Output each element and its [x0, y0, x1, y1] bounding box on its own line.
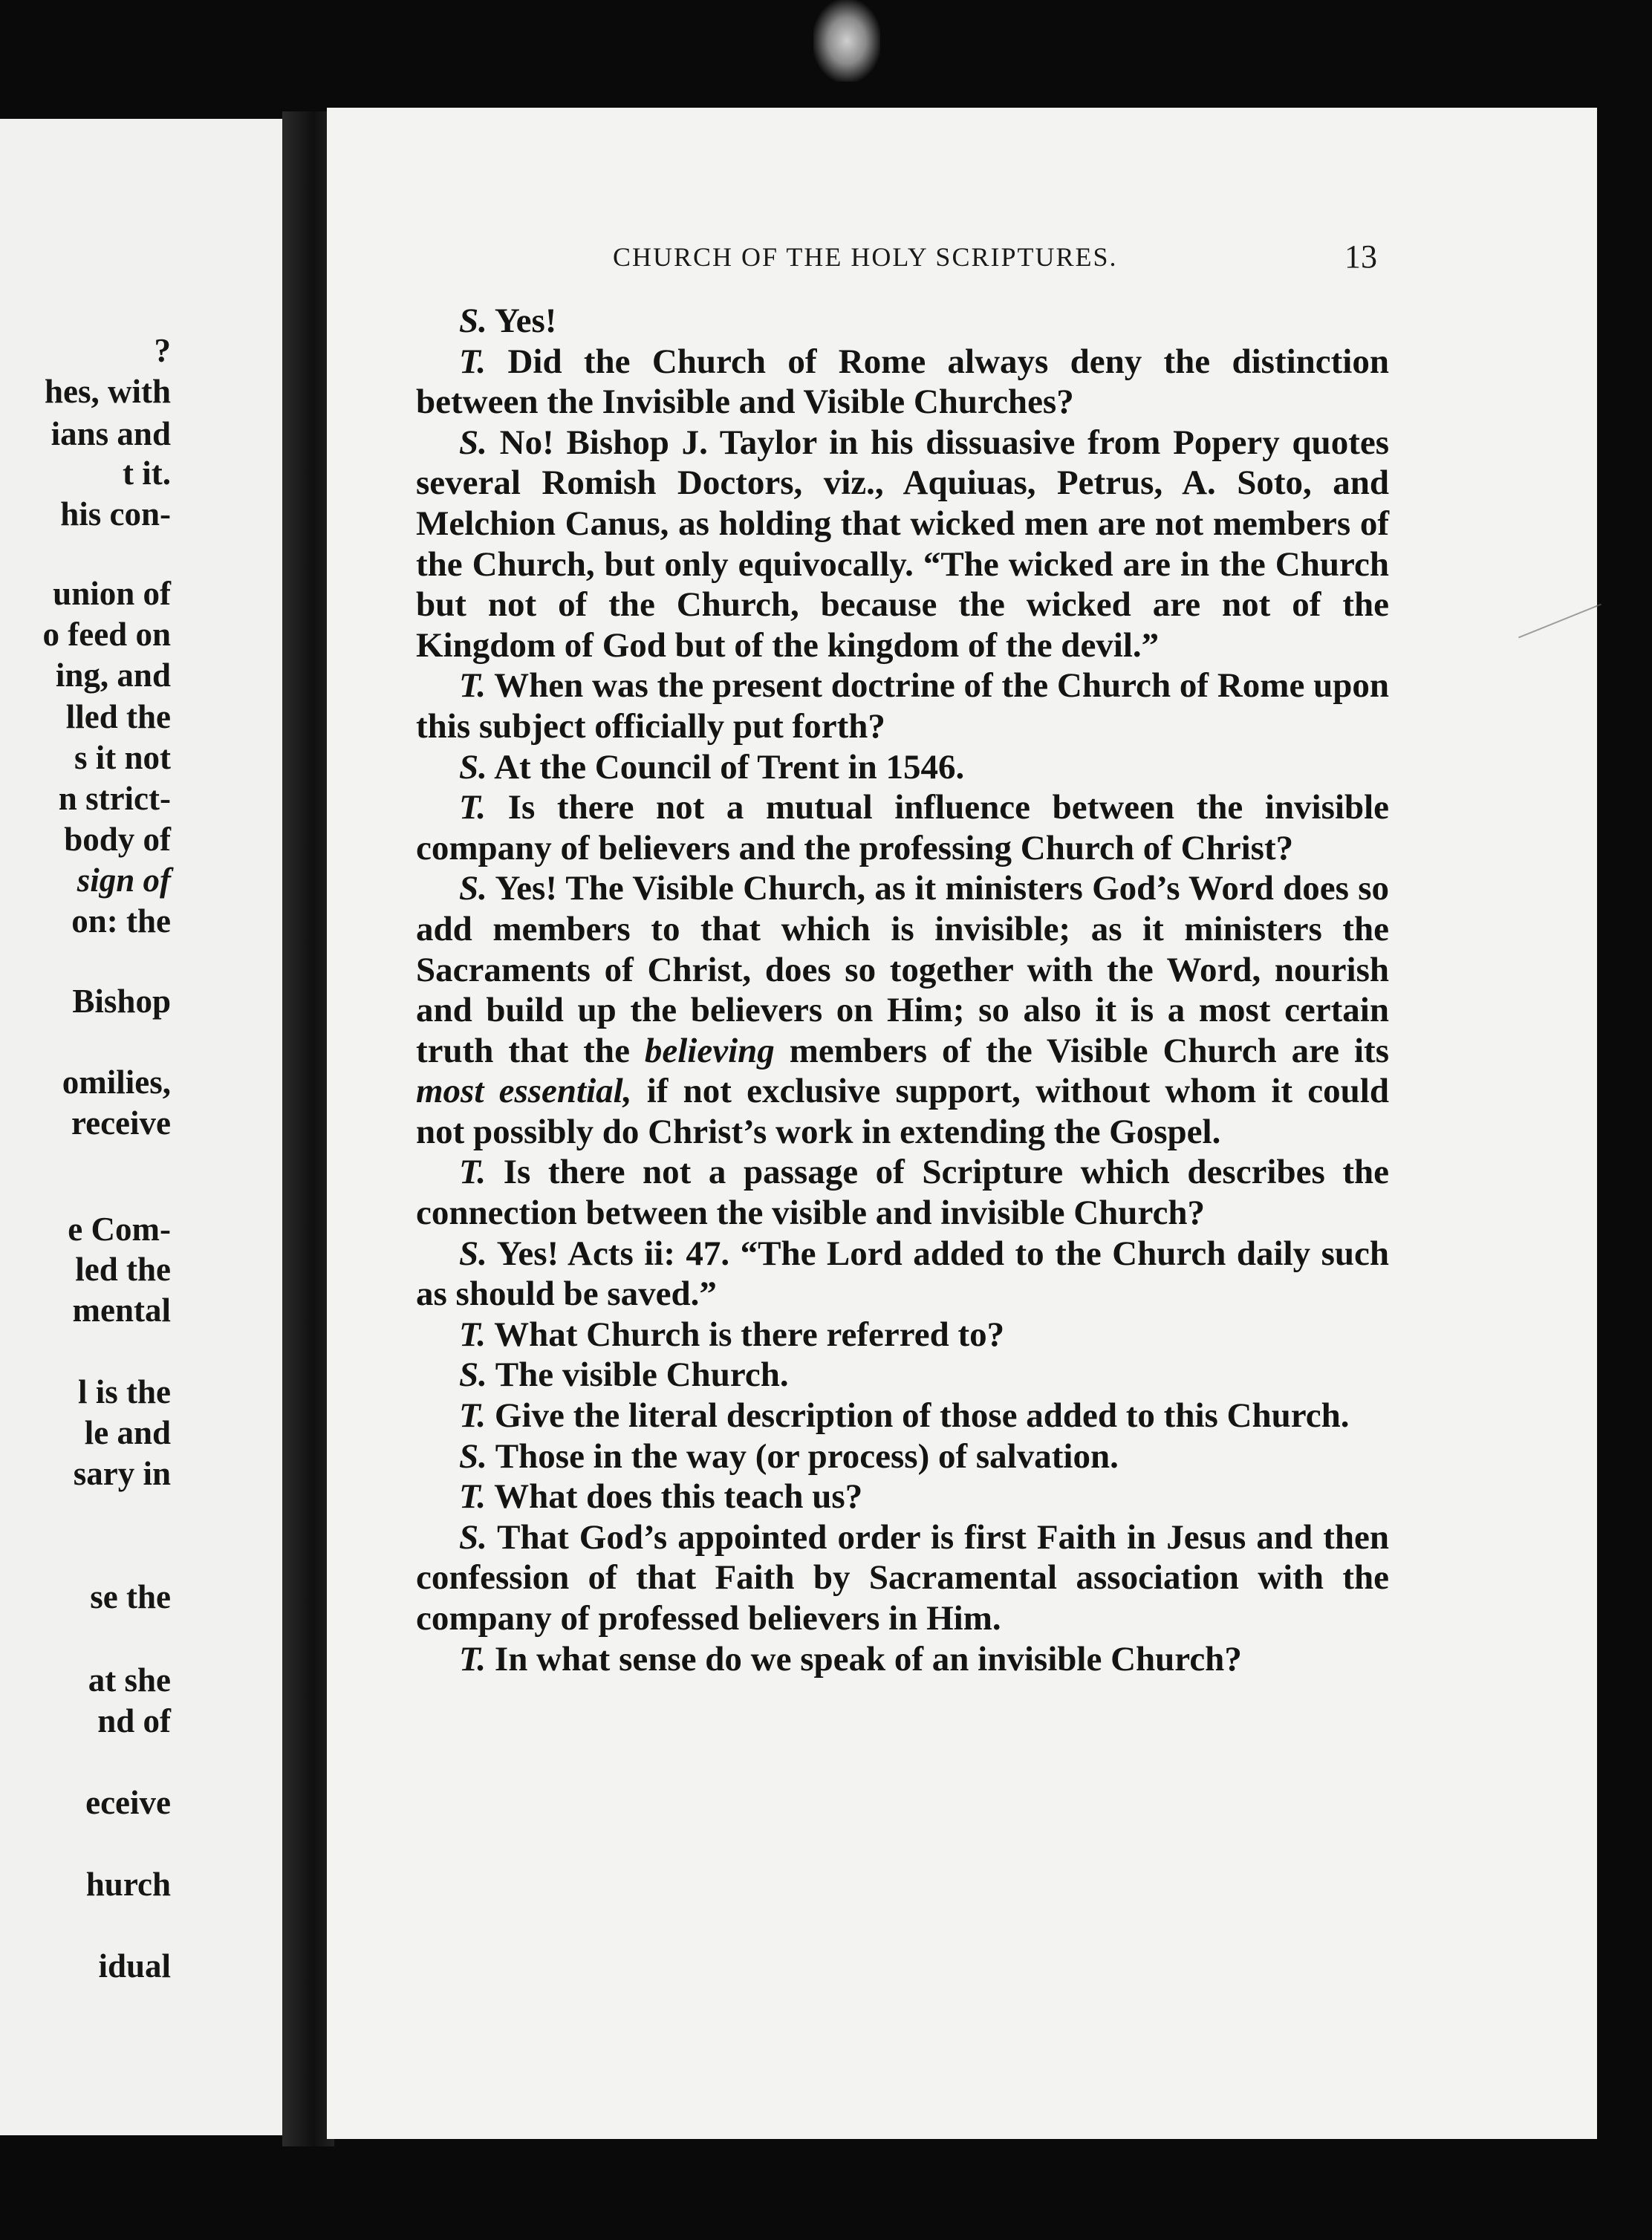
speaker-label: S. [459, 747, 487, 787]
dialogue-paragraph [416, 665, 1389, 746]
paragraph-text: The visible Church. [495, 1355, 789, 1395]
dialogue-paragraph [416, 1517, 1389, 1639]
dialogue-paragraph [416, 1639, 1389, 1680]
left-fragment: at she [88, 1661, 171, 1699]
dialogue-paragraph [416, 301, 1389, 342]
dialogue-paragraph [416, 423, 1389, 666]
speaker-label: S. [459, 302, 487, 340]
paragraph-text: In what sense do we speak of an invisible Church? [494, 1639, 1242, 1679]
italic-emphasis: believing [644, 1031, 775, 1070]
running-head: CHURCH OF THE HOLY SCRIPTURES. [613, 242, 1118, 272]
left-fragment: nd of [97, 1702, 171, 1739]
left-fragment: on: the [71, 902, 171, 940]
left-fragment: ing, and [55, 657, 171, 694]
body-text [416, 301, 1389, 1679]
left-fragment: union of [53, 575, 171, 612]
left-fragment: hurch [85, 1866, 171, 1903]
left-fragment: receive [71, 1104, 171, 1142]
dialogue-paragraph [416, 787, 1389, 868]
left-fragment: s it not [74, 739, 171, 776]
dialogue-paragraph [416, 1152, 1389, 1233]
speaker-label: T. [459, 666, 487, 706]
left-fragment: sign of [77, 862, 171, 899]
left-fragment: led the [75, 1251, 171, 1288]
paragraph-text: members of the Visible Church are its [774, 1031, 1389, 1070]
left-fragment: se the [90, 1578, 171, 1615]
paragraph-text: Is there not a mutual influence between the invisible company of believers and the professing Church of Christ? [416, 788, 1390, 867]
paragraph-text: Those in the way (or process) of salvation. [495, 1436, 1119, 1476]
paragraph-text: if not exclusive support, without whom it could not possibly do Christ’s work in extending the Gospel. [416, 1072, 1389, 1151]
left-fragment: l is the [77, 1373, 171, 1410]
dialogue-paragraph [416, 1315, 1389, 1355]
left-fragment: lled the [65, 698, 171, 735]
speaker-label: S. [459, 869, 487, 908]
paragraph-text: Give the literal description of those added to this Church. [494, 1396, 1350, 1436]
speaker-label: S. [459, 1436, 487, 1476]
left-fragment: sary in [73, 1455, 171, 1492]
left-fragment: n strict- [58, 780, 171, 817]
paragraph-text: What Church is there referred to? [494, 1315, 1005, 1354]
margin-mark [1518, 604, 1601, 639]
speaker-label: T. [459, 788, 487, 827]
page-number: 13 [1344, 238, 1377, 275]
speaker-label: S. [459, 1355, 487, 1395]
speaker-label: T. [459, 342, 487, 381]
speaker-label: T. [459, 1153, 487, 1192]
left-fragment: ians and [51, 415, 171, 452]
dialogue-paragraph [416, 1396, 1389, 1436]
left-fragment: le and [84, 1414, 171, 1451]
dialogue-paragraph [416, 1476, 1389, 1517]
dialogue-paragraph [416, 1234, 1389, 1315]
paragraph-text: At the Council of Trent in 1546. [494, 747, 965, 787]
speaker-label: T. [459, 1477, 487, 1517]
left-fragment: Bishop [72, 983, 171, 1020]
paragraph-text: Is there not a passage of Scripture which describes the connection between the visible and invisible Church? [416, 1153, 1389, 1233]
dialogue-paragraph [416, 342, 1389, 423]
paragraph-text: Yes! The Visible Church, as it ministers God’s Word does so add members to that which is invisible; as it ministers the Sacraments of Christ, does so together with the Word, nourish and build up the believers on Him; so also it is a most certain truth that the [416, 869, 1389, 1070]
dialogue-paragraph [416, 1436, 1389, 1477]
page-smudge [813, 0, 880, 82]
paragraph-text: Yes! [494, 302, 557, 340]
right-page [327, 108, 1597, 2139]
left-fragment: ? [154, 332, 171, 369]
left-fragment: his con- [60, 495, 171, 533]
italic-emphasis: most essential, [416, 1072, 632, 1111]
left-fragment: idual [98, 1947, 171, 1985]
paragraph-text: That God’s appointed order is first Faith in Jesus and then confession of that Faith by Sacramental association with the company of professed believers in Him. [416, 1517, 1389, 1638]
left-fragment: t it. [123, 455, 171, 492]
dialogue-paragraph [416, 747, 1389, 788]
left-fragment: hes, with [44, 373, 171, 410]
speaker-label: S. [459, 1517, 487, 1557]
speaker-label: T. [459, 1315, 487, 1354]
left-fragment: e Com- [68, 1211, 171, 1248]
paragraph-text: No! Bishop J. Taylor in his dissuasive from Popery quotes several Romish Doctors, viz., Aquiuas, Petrus, A. Soto, and Melchion Canus, as holding that wicked men are not members of the Church, but only equivocally. “The wicked are in the Church but not of the Church, because the wicked are not of the Kingdom of God but of the kingdom of the devil.” [416, 423, 1390, 665]
left-fragment: omilies, [62, 1064, 171, 1101]
paragraph-text: What does this teach us? [494, 1477, 863, 1517]
speaker-label: S. [459, 1234, 487, 1273]
left-page [0, 119, 319, 2135]
left-fragment: eceive [85, 1784, 171, 1821]
left-fragment: o feed on [42, 616, 171, 653]
speaker-label: T. [459, 1396, 487, 1436]
dialogue-paragraph [416, 868, 1389, 1152]
paragraph-text: When was the present doctrine of the Church of Rome upon this subject officially put forth? [416, 666, 1389, 746]
left-fragment: mental [72, 1292, 171, 1329]
dialogue-paragraph [416, 1355, 1389, 1396]
paragraph-text: Yes! Acts ii: 47. “The Lord added to the Church daily such as should be saved.” [416, 1234, 1389, 1314]
speaker-label: T. [459, 1639, 487, 1679]
left-fragment: body of [64, 821, 171, 858]
speaker-label: S. [459, 423, 487, 462]
paragraph-text: Did the Church of Rome always deny the distinction between the Invisible and Visible Churches? [416, 342, 1389, 422]
